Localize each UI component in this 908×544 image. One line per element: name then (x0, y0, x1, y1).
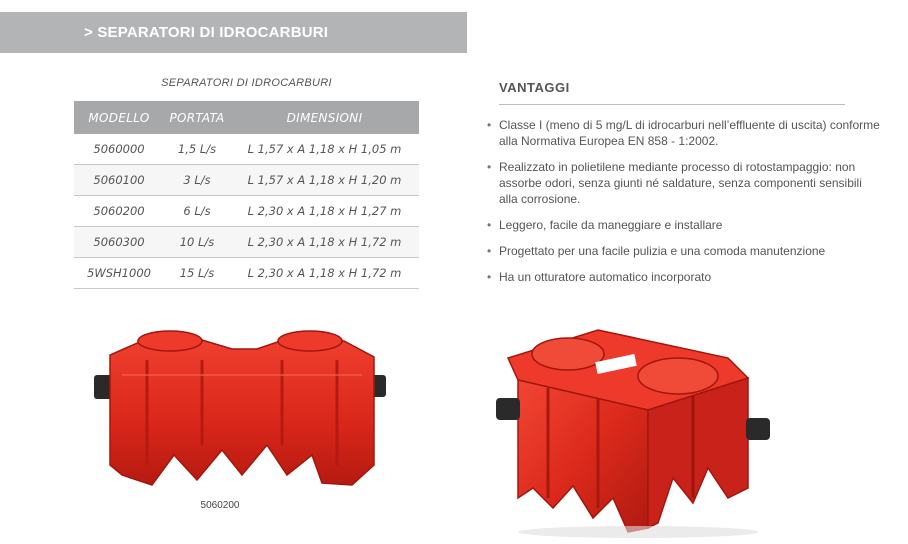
product-image-perspective-view (478, 318, 788, 539)
section-title: > SEPARATORI DI IDROCARBURI (84, 24, 329, 41)
list-item (487, 117, 882, 149)
advantages-divider (499, 104, 845, 105)
separator-tank-side-illustration (82, 315, 402, 505)
spec-table (74, 101, 419, 289)
cell-model: 5WSH1000 (74, 258, 164, 289)
cell-dimensions: L 2,30 x A 1,18 x H 1,27 m (230, 196, 419, 227)
advantage-text: Realizzato in polietilene mediante processo di rotostampaggio: non assorbe odori, senza giunti né saldature, senza componenti sensibili alla corrosione. (499, 160, 862, 206)
cell-model: 5060300 (74, 227, 164, 258)
advantage-text: Ha un otturatore automatico incorporato (499, 270, 712, 284)
bullet-icon: • (487, 218, 492, 232)
product-code-caption: 5060200 (200, 500, 240, 511)
list-item (487, 269, 882, 285)
bullet-icon: • (487, 244, 492, 258)
table-header-row (74, 101, 419, 134)
advantage-text: Classe I (meno di 5 mg/L di idrocarburi nell’effluente di uscita) conforme alla Normativa Europea EN 858 - 1:2002. (499, 118, 880, 148)
cell-flow: 10 L/s (164, 227, 230, 258)
separator-tank-perspective-illustration (478, 318, 788, 539)
list-item (487, 243, 882, 259)
cell-model: 5060100 (74, 165, 164, 196)
table-row (74, 227, 419, 258)
bullet-icon: • (487, 270, 492, 284)
cell-dimensions: L 2,30 x A 1,18 x H 1,72 m (230, 258, 419, 289)
list-item (487, 217, 882, 233)
cell-dimensions: L 1,57 x A 1,18 x H 1,05 m (230, 134, 419, 165)
cell-flow: 3 L/s (164, 165, 230, 196)
column-header-dimensions: DIMENSIONI (230, 101, 419, 134)
table-row (74, 258, 419, 289)
cell-model: 5060000 (74, 134, 164, 165)
cell-flow: 6 L/s (164, 196, 230, 227)
table-row (74, 165, 419, 196)
cell-dimensions: L 1,57 x A 1,18 x H 1,20 m (230, 165, 419, 196)
list-item (487, 159, 882, 207)
column-header-flow: PORTATA (164, 101, 230, 134)
advantages-title: VANTAGGI (499, 80, 570, 95)
advantages-list (487, 117, 882, 295)
cell-flow: 1,5 L/s (164, 134, 230, 165)
column-header-model: MODELLO (74, 101, 164, 134)
cell-flow: 15 L/s (164, 258, 230, 289)
advantage-text: Progettato per una facile pulizia e una comoda manutenzione (499, 244, 826, 258)
section-header (0, 12, 467, 53)
table-row (74, 134, 419, 165)
table-caption: SEPARATORI DI IDROCARBURI (161, 77, 332, 89)
cell-model: 5060200 (74, 196, 164, 227)
bullet-icon: • (487, 160, 492, 174)
bullet-icon: • (487, 118, 492, 132)
product-image-side-view (82, 315, 402, 505)
advantage-text: Leggero, facile da maneggiare e installare (499, 218, 723, 232)
table-row (74, 196, 419, 227)
cell-dimensions: L 2,30 x A 1,18 x H 1,72 m (230, 227, 419, 258)
